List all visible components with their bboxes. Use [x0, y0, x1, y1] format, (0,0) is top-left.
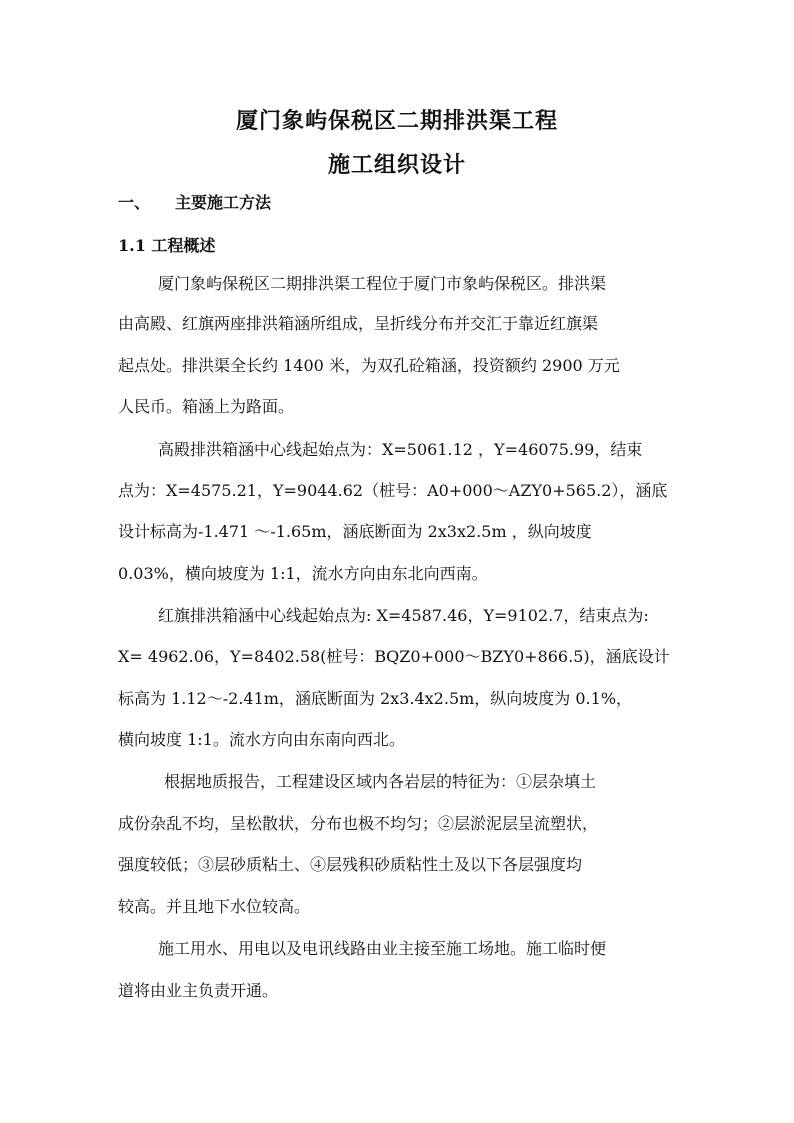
paragraph-4-line-3: 强度较低；③层砂质粘土、④层残积砂质粘性土及以下各层强度均 [118, 855, 583, 874]
document-title: 厦门象屿保税区二期排洪渠工程 [235, 108, 558, 134]
section-heading-1 [118, 190, 271, 213]
section-number: 一、 [118, 193, 151, 212]
paragraph-1-line-1: 厦门象屿保税区二期排洪渠工程位于厦门市象屿保税区。排洪渠 [158, 274, 607, 293]
paragraph-2-line-3: 设计标高为-1.471 ～-1.65m，涵底断面为 2x3x2.5m ，纵向坡度 [118, 522, 592, 541]
paragraph-4-line-1: 根据地质报告，工程建设区域内各岩层的特征为：①层杂填土 [164, 772, 597, 791]
paragraph-2-line-1: 高殿排洪箱涵中心线起始点为：X=5061.12 ，Y=46075.99，结束 [158, 440, 643, 459]
paragraph-4-line-4: 较高。并且地下水位较高。 [118, 897, 311, 916]
paragraph-5-line-2: 道将由业主负责开通。 [118, 981, 279, 1000]
paragraph-3-line-4: 横向坡度 1:1。流水方向由东南向西北。 [118, 730, 405, 749]
paragraph-1-line-4: 人民币。箱涵上为路面。 [118, 397, 295, 416]
paragraph-3-line-3: 标高为 1.12～-2.41m，涵底断面为 2x3.4x2.5m，纵向坡度为 0.1%， [118, 689, 633, 708]
subsection-heading-1-1: 1.1 工程概述 [118, 236, 216, 255]
paragraph-2-line-2: 点为：X=4575.21，Y=9044.62（桩号：A0+000～AZY0+565.2），涵底 [118, 481, 668, 500]
section-title: 主要施工方法 [175, 193, 272, 212]
paragraph-4-line-2: 成份杂乱不均，呈松散状，分布也极不均匀；②层淤泥层呈流塑状， [118, 814, 599, 833]
document-subtitle: 施工组织设计 [327, 152, 466, 178]
paragraph-1-line-3: 起点处。排洪渠全长约 1400 米，为双孔砼箱涵，投资额约 2900 万元 [118, 356, 620, 375]
paragraph-5-line-1: 施工用水、用电以及电讯线路由业主接至施工场地。施工临时便 [158, 939, 607, 958]
paragraph-3-line-1: 红旗排洪箱涵中心线起始点为: X=4587.46，Y=9102.7，结束点为: [158, 606, 649, 625]
paragraph-1-line-2: 由高殿、红旗两座排洪箱涵所组成，呈折线分布并交汇于靠近红旗渠 [118, 314, 599, 333]
paragraph-3-line-2: X= 4962.06，Y=8402.58(桩号：BQZ0+000～BZY0+866.5)，涵底设计 [118, 647, 670, 666]
paragraph-2-line-4: 0.03%，横向坡度为 1:1，流水方向由东北向西南。 [118, 564, 488, 583]
